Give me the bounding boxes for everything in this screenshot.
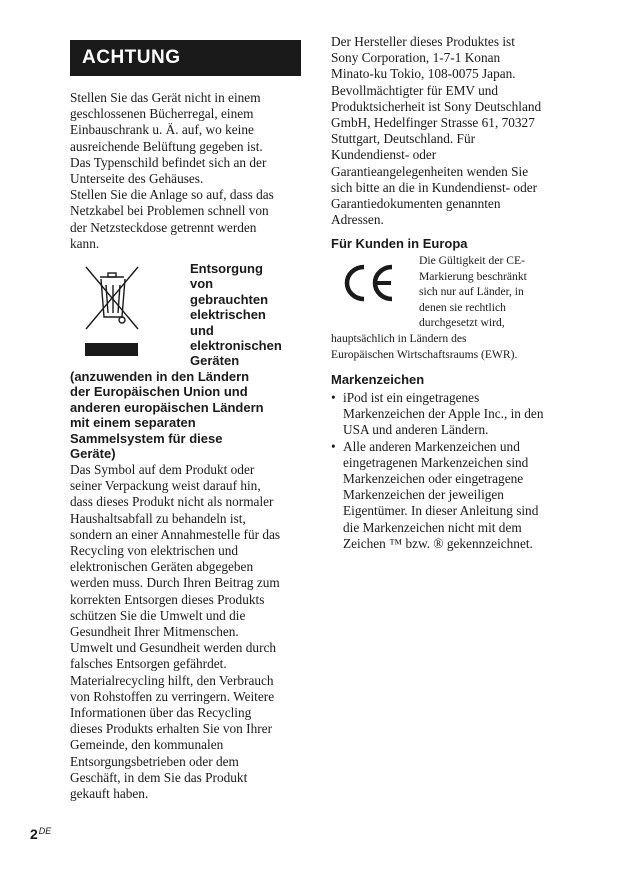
- list-item: [331, 439, 563, 552]
- weee-body: Das Symbol auf dem Produkt oder seiner Verpackung weist darauf hin, dass dieses Produkt nicht als normaler Haushaltsabfall zu behandeln ist, sondern an einer Annahmestelle für das Recycling von elektrischen und elektronischen Geräten abgegeben werden muss. Durch Ihren Beitrag zum korrekten Entsorgen dieses Produkts schützen Sie die Umwelt und die Gesundheit Ihrer Mitmenschen. Umwelt und Gesundheit werden durch falsches Entsorgen gefährdet. Materialrecycling hilft, den Verbrauch von Rohstoffen zu verringern. Weitere Informationen über das Recycling dieses Produkts erhalten Sie von Ihrer Gemeinde, den kommunalen Entsorgungsbetrieben oder dem Geschäft, in dem Sie das Produkt gekauft haben.: [70, 462, 281, 802]
- weee-black-bar: [85, 343, 138, 356]
- trademarks-heading: Markenzeichen: [331, 372, 425, 387]
- trademarks-list: [331, 390, 563, 552]
- trademark-others-text: Alle anderen Markenzeichen und eingetragenen Markenzeichen sind Markenzeichen oder eingetragene Markenzeichen der jeweiligen Eigentümer. In dieser Anleitung sind die Markenzeichen nicht mit dem Zeichen ™ bzw. ® gekennzeichnet.: [343, 438, 539, 551]
- ventilation-notice: Stellen Sie das Gerät nicht in einem geschlossenen Bücherregal, einem Einbauschrank u. Ä. auf, wo keine ausreichende Belüftung gegeben ist. Das Typenschild befindet sich an der Unterseite des Gehäuses. Stellen Sie die Anlage so auf, dass das Netzkabel bei Problemen schnell von der Netzsteckdose getrennt werden kann.: [70, 90, 274, 251]
- bullet-symbol: •: [331, 438, 336, 454]
- manufacturer-info: Der Hersteller dieses Produktes ist Sony Corporation, 1-7-1 Konan Minato-ku Tokio, 108-0075 Japan. Bevollmächtigter für EMV und Produktsicherheit ist Sony Deutschland GmbH, Hedelfinger Strasse 61, 70327 Stuttgart, Deutschland. Für Kundendienst- oder Garantieangelegenheiten wenden Sie sich bitte an die in Kundendienst- oder Garantiedokumenten genannten Adressen.: [331, 34, 542, 228]
- trademark-ipod-text: iPod ist ein eingetragenes Markenzeichen der Apple Inc., in den USA und anderen Ländern.: [343, 390, 544, 438]
- europe-heading: Für Kunden in Europa: [331, 236, 468, 251]
- weee-subheading: (anzuwenden in den Ländern der Europäischen Union und anderen europäischen Ländern mit einem separaten Sammelsystem für diese Geräte): [70, 369, 264, 462]
- crossed-out-bin-icon: [82, 265, 142, 331]
- language-code: DE: [38, 826, 52, 836]
- list-item: [331, 390, 563, 439]
- page-number-value: 2: [30, 826, 38, 842]
- weee-heading: Entsorgung von gebrauchten elektrischen und elektronischen Geräten: [190, 261, 282, 369]
- ce-mark-icon: [338, 262, 398, 304]
- page-number: [30, 826, 51, 842]
- ce-note-continued: hauptsächlich in Ländern des Europäischen Wirtschaftsraums (EWR).: [331, 332, 518, 361]
- bullet-symbol: •: [331, 390, 336, 405]
- ce-note: Die Gültigkeit der CE- Markierung beschränkt sich nur auf Länder, in denen sie rechtlich durchgesetzt wird,: [419, 254, 527, 330]
- achtung-banner: ACHTUNG: [70, 40, 301, 76]
